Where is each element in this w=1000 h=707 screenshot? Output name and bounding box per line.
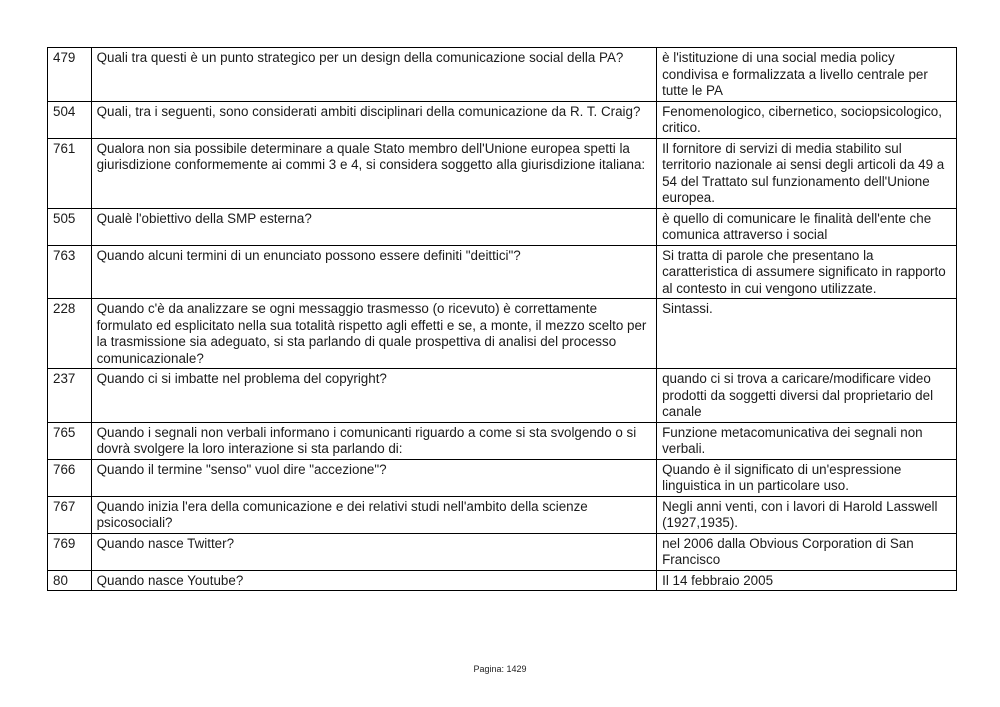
row-answer: Fenomenologico, cibernetico, sociopsicologico, critico. [657,101,957,138]
row-id: 765 [48,422,92,459]
row-id: 228 [48,299,92,369]
row-answer: Si tratta di parole che presentano la caratteristica di assumere significato in rapporto al contesto in cui vengono utilizzate. [657,245,957,299]
row-question: Quali, tra i seguenti, sono considerati ambiti disciplinari della comunicazione da R. T. Craig? [91,101,657,138]
row-id: 766 [48,459,92,496]
row-question: Quando il termine "senso" vuol dire "accezione"? [91,459,657,496]
table-row [48,208,957,245]
row-question: Quando c'è da analizzare se ogni messaggio trasmesso (o ricevuto) è correttamente formulato ed esplicitato nella sua totalità rispetto agli effetti e se, a monte, il mezzo scelto per la trasmissione sia adeguato, si sta parlando di quale prospettiva di analisi del processo comunicazionale? [91,299,657,369]
row-id: 761 [48,138,92,208]
row-id: 80 [48,570,92,591]
row-question: Qualora non sia possibile determinare a quale Stato membro dell'Unione europea spetti la giurisdizione conformemente ai commi 3 e 4, si considera soggetto alla giurisdizione italiana: [91,138,657,208]
row-answer: Negli anni venti, con i lavori di Harold Lasswell (1927,1935). [657,496,957,533]
row-answer: Funzione metacomunicativa dei segnali non verbali. [657,422,957,459]
row-question: Quando i segnali non verbali informano i comunicanti riguardo a come si sta svolgendo o si dovrà svolgere la loro interazione si sta parlando di: [91,422,657,459]
row-id: 237 [48,369,92,423]
row-id: 767 [48,496,92,533]
row-answer: Sintassi. [657,299,957,369]
row-id: 504 [48,101,92,138]
row-question: Quando alcuni termini di un enunciato possono essere definiti "deittici"? [91,245,657,299]
row-answer: è quello di comunicare le finalità dell'ente che comunica attraverso i social [657,208,957,245]
row-question: Quali tra questi è un punto strategico per un design della comunicazione social della PA? [91,48,657,102]
row-id: 763 [48,245,92,299]
row-question: Quando nasce Twitter? [91,533,657,570]
row-answer: Il 14 febbraio 2005 [657,570,957,591]
table-row [48,101,957,138]
row-answer: nel 2006 dalla Obvious Corporation di San Francisco [657,533,957,570]
table-row [48,459,957,496]
row-id: 769 [48,533,92,570]
page-number: Pagina: 1429 [473,664,527,674]
qa-table-body [48,48,957,591]
row-question: Qualè l'obiettivo della SMP esterna? [91,208,657,245]
table-row [48,496,957,533]
table-row [48,422,957,459]
table-row [48,570,957,591]
row-id: 505 [48,208,92,245]
table-row [48,369,957,423]
row-question: Quando inizia l'era della comunicazione e dei relativi studi nell'ambito della scienze psicosociali? [91,496,657,533]
table-row [48,48,957,102]
table-row [48,533,957,570]
table-row [48,245,957,299]
row-answer: quando ci si trova a caricare/modificare video prodotti da soggetti diversi dal proprietario del canale [657,369,957,423]
table-row [48,138,957,208]
row-question: Quando nasce Youtube? [91,570,657,591]
row-answer: Il fornitore di servizi di media stabilito sul territorio nazionale ai sensi degli articoli da 49 a 54 del Trattato sul funzionamento dell'Unione europea. [657,138,957,208]
row-id: 479 [48,48,92,102]
qa-table [47,47,957,591]
table-row [48,299,957,369]
row-answer: è l'istituzione di una social media policy condivisa e formalizzata a livello centrale per tutte le PA [657,48,957,102]
row-answer: Quando è il significato di un'espressione linguistica in un particolare uso. [657,459,957,496]
row-question: Quando ci si imbatte nel problema del copyright? [91,369,657,423]
